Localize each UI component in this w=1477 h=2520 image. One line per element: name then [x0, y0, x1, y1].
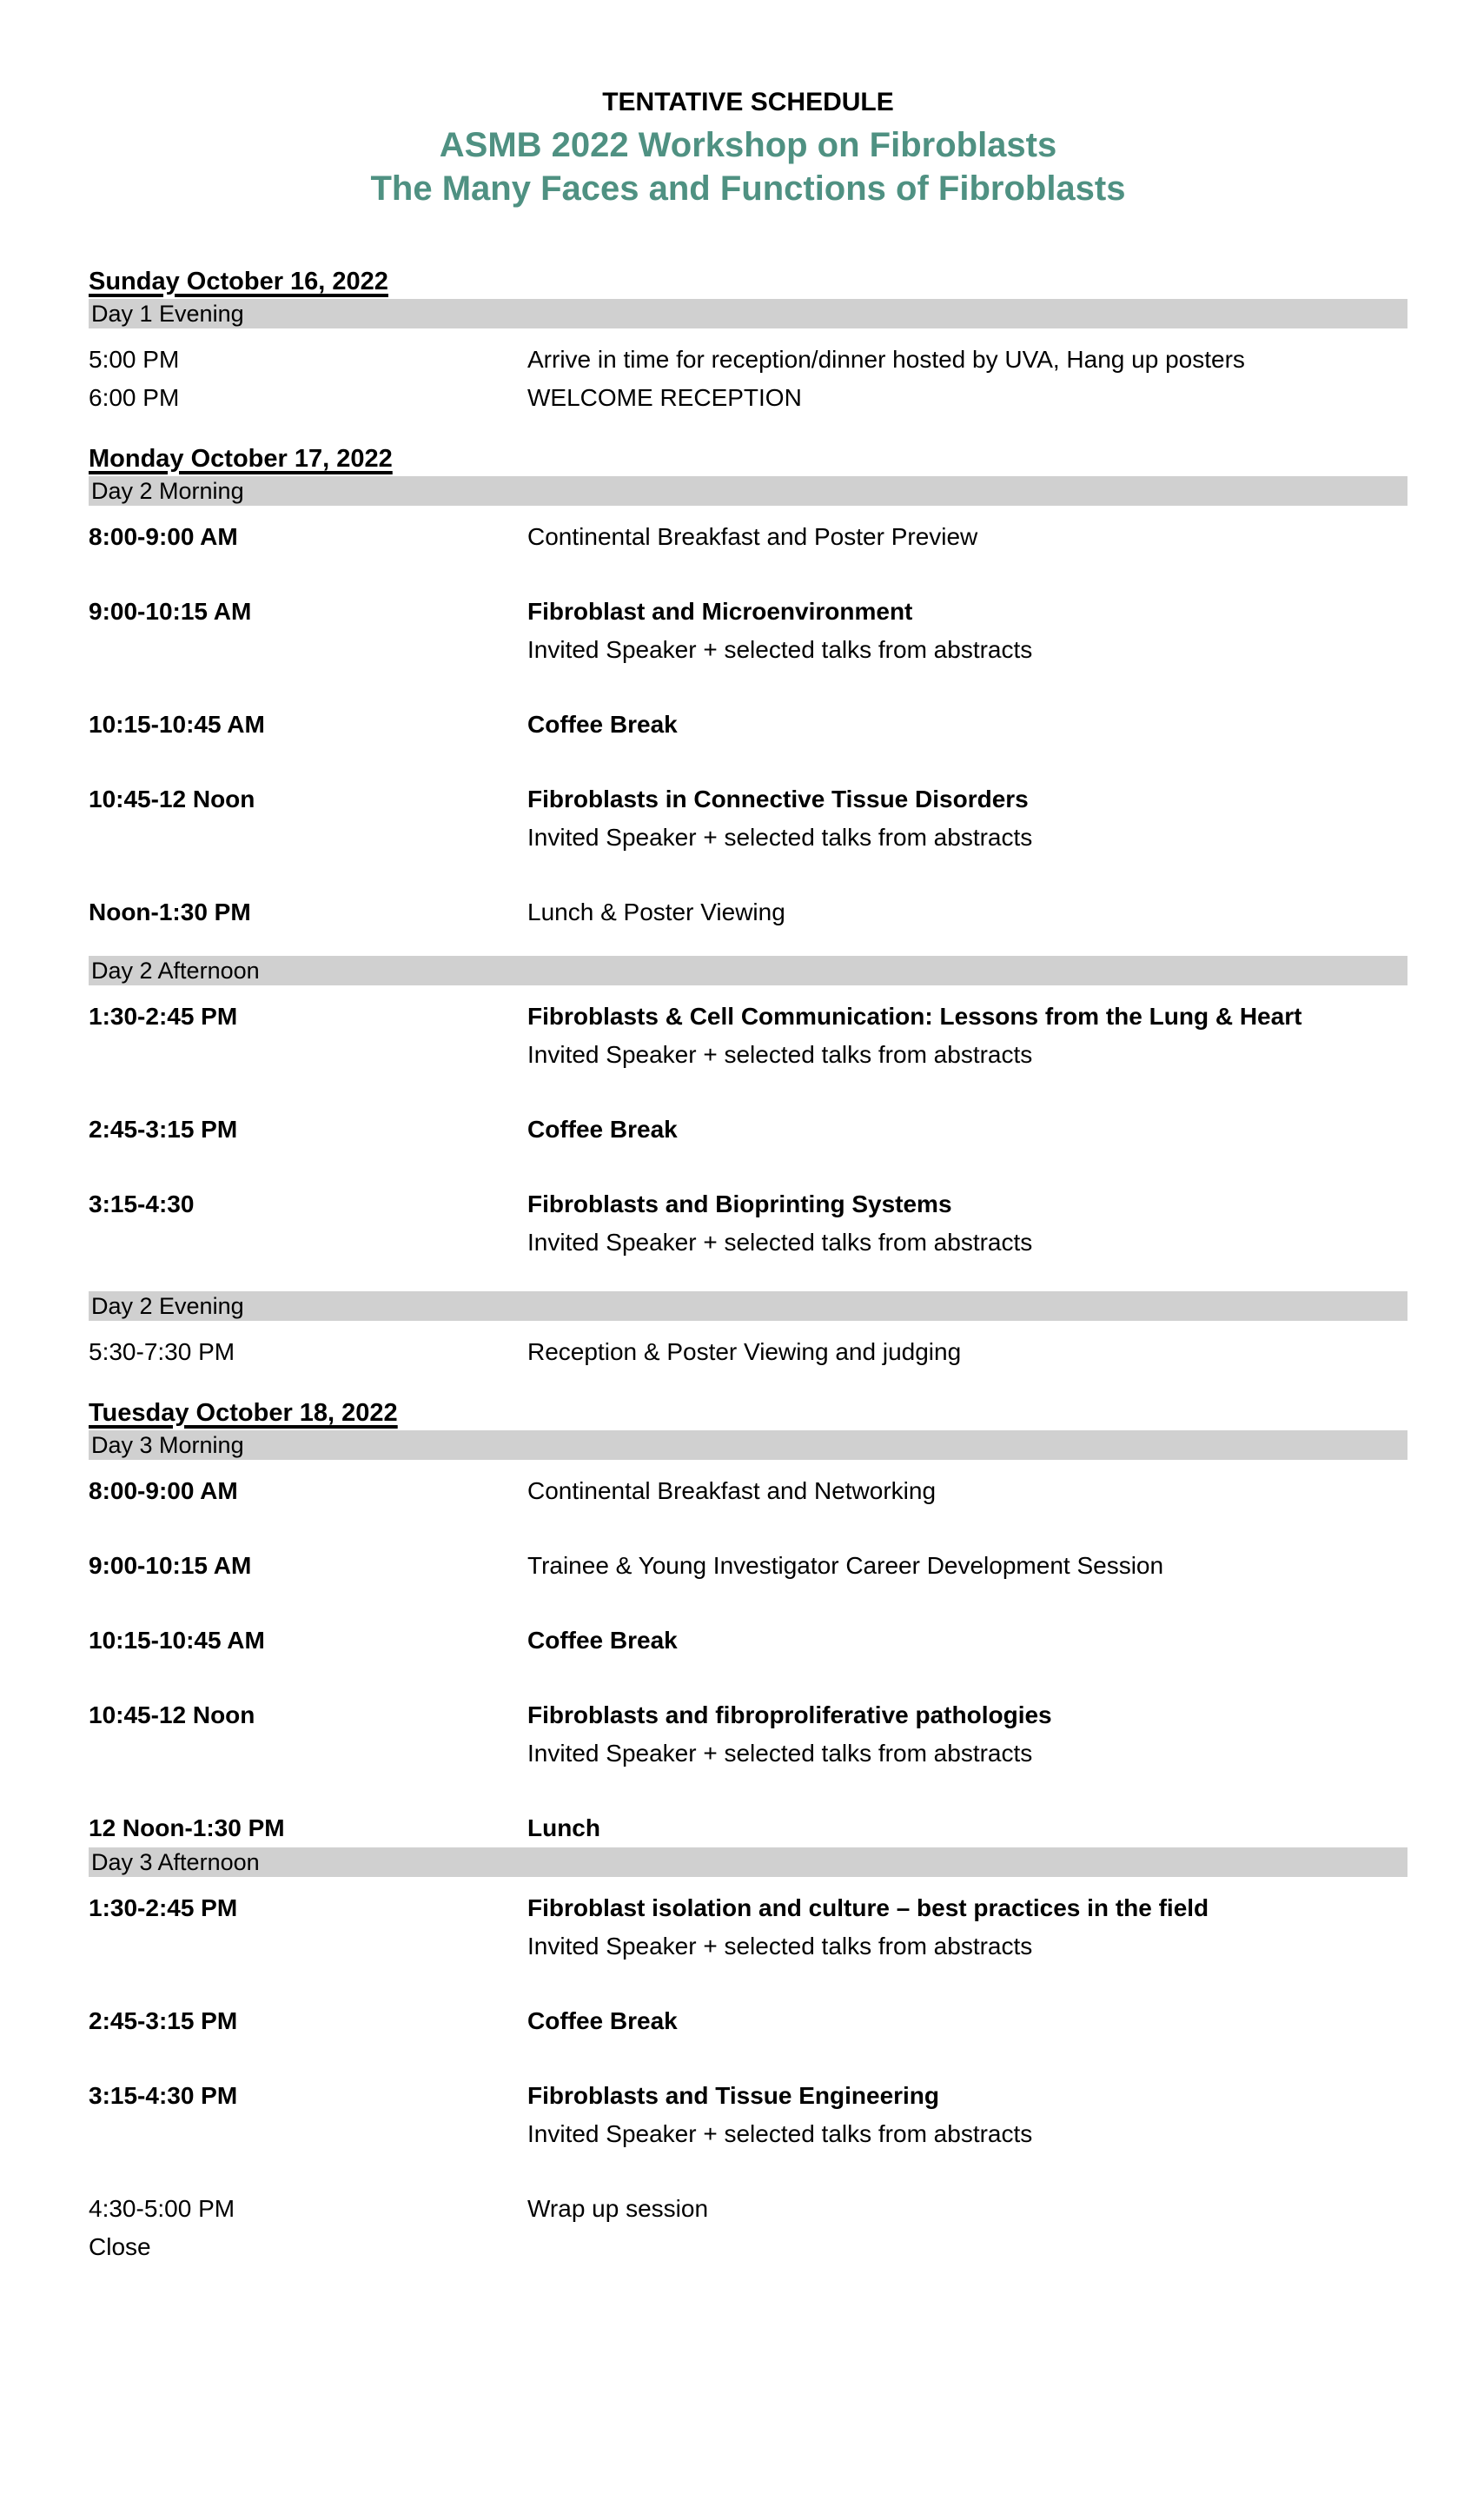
item-time: 8:00-9:00 AM — [89, 523, 238, 550]
item-subdesc: Invited Speaker + selected talks from abstracts — [527, 1041, 1033, 1068]
schedule-item — [89, 1111, 1407, 1149]
item-time: 10:15-10:45 AM — [89, 711, 265, 738]
item-desc: Coffee Break — [527, 1627, 678, 1654]
item-time: 8:00-9:00 AM — [89, 1477, 238, 1504]
schedule-item — [89, 1333, 1407, 1371]
schedule-item — [89, 2077, 1407, 2153]
schedule-item — [89, 1696, 1407, 1773]
item-desc: Lunch & Poster Viewing — [527, 899, 785, 925]
item-time: 1:30-2:45 PM — [89, 1003, 238, 1030]
schedule-item — [89, 706, 1407, 744]
item-desc: Continental Breakfast and Networking — [527, 1477, 937, 1504]
item-desc: Coffee Break — [527, 2007, 678, 2034]
day-heading: Sunday October 16, 2022 — [89, 268, 388, 295]
item-desc: Reception & Poster Viewing and judging — [527, 1338, 962, 1365]
schedule-item — [89, 1547, 1407, 1585]
session-items — [89, 1472, 1407, 1847]
item-desc: Arrive in time for reception/dinner hosted by UVA, Hang up posters — [527, 346, 1245, 373]
item-time: 5:30-7:30 PM — [89, 1338, 235, 1365]
item-subdesc: Invited Speaker + selected talks from abstracts — [527, 1933, 1033, 1960]
item-time: 5:00 PM — [89, 346, 180, 373]
day-heading: Monday October 17, 2022 — [89, 445, 393, 473]
item-time: 2:45-3:15 PM — [89, 2007, 238, 2034]
item-subdesc: Invited Speaker + selected talks from abstracts — [527, 1229, 1033, 1256]
session-band: Day 3 Morning — [89, 1430, 1407, 1460]
item-time: 1:30-2:45 PM — [89, 1894, 238, 1921]
item-desc: Coffee Break — [527, 1116, 678, 1143]
item-desc: Fibroblasts and fibroproliferative pathologies — [527, 1701, 1052, 1728]
item-desc: Fibroblast isolation and culture – best practices in the field — [527, 1894, 1209, 1921]
schedule-item — [89, 2190, 1407, 2228]
item-time: 9:00-10:15 AM — [89, 1552, 252, 1579]
item-time: 10:45-12 Noon — [89, 786, 255, 812]
schedule-item — [89, 1809, 1407, 1847]
item-subdesc: Invited Speaker + selected talks from abstracts — [527, 1740, 1033, 1767]
schedule-item — [89, 518, 1407, 556]
item-desc: Fibroblasts and Tissue Engineering — [527, 2082, 940, 2109]
schedule-item — [89, 593, 1407, 669]
schedule-item — [89, 2002, 1407, 2040]
schedule-item — [89, 379, 1407, 417]
item-time: 9:00-10:15 AM — [89, 598, 252, 625]
item-time: Close — [89, 2233, 151, 2260]
item-subdesc: Invited Speaker + selected talks from abstracts — [527, 636, 1033, 663]
day-sunday — [89, 266, 1407, 417]
session-band: Day 2 Evening — [89, 1291, 1407, 1321]
session-band: Day 1 Evening — [89, 299, 1407, 328]
item-time: 3:15-4:30 PM — [89, 2082, 238, 2109]
item-time: 10:45-12 Noon — [89, 1701, 255, 1728]
day-tuesday — [89, 1397, 1407, 2266]
item-desc — [527, 2228, 1407, 2266]
session-band: Day 2 Morning — [89, 476, 1407, 506]
session-band: Day 2 Afternoon — [89, 956, 1407, 985]
schedule-item — [89, 998, 1407, 1074]
item-desc: Fibroblasts & Cell Communication: Lessons from the Lung & Heart — [527, 1003, 1302, 1030]
day-heading: Tuesday October 18, 2022 — [89, 1399, 398, 1427]
schedule-item — [89, 2228, 1407, 2266]
item-time: 2:45-3:15 PM — [89, 1116, 238, 1143]
item-desc: WELCOME RECEPTION — [527, 384, 802, 411]
item-time: 12 Noon-1:30 PM — [89, 1814, 285, 1841]
item-subdesc: Invited Speaker + selected talks from abstracts — [527, 824, 1033, 851]
session-items — [89, 341, 1407, 417]
schedule-document — [89, 87, 1407, 2266]
workshop-title — [89, 123, 1407, 210]
schedule-item — [89, 341, 1407, 379]
schedule-item — [89, 1621, 1407, 1660]
schedule-item — [89, 1889, 1407, 1966]
session-items — [89, 1333, 1407, 1371]
item-time: 3:15-4:30 — [89, 1190, 195, 1217]
item-desc: Coffee Break — [527, 711, 678, 738]
item-desc: Wrap up session — [527, 2195, 709, 2222]
session-items — [89, 998, 1407, 1262]
session-items — [89, 518, 1407, 932]
workshop-title-line1: ASMB 2022 Workshop on Fibroblasts — [439, 126, 1057, 164]
item-desc: Fibroblasts in Connective Tissue Disorders — [527, 786, 1029, 812]
item-desc: Fibroblasts and Bioprinting Systems — [527, 1190, 952, 1217]
item-time: 4:30-5:00 PM — [89, 2195, 235, 2222]
day-monday — [89, 443, 1407, 1371]
schedule-item — [89, 1185, 1407, 1262]
workshop-title-line2: The Many Faces and Functions of Fibroblasts — [370, 169, 1126, 208]
document-pretitle: TENTATIVE SCHEDULE — [602, 88, 894, 116]
item-desc: Trainee & Young Investigator Career Development Session — [527, 1552, 1164, 1579]
session-band: Day 3 Afternoon — [89, 1847, 1407, 1877]
item-time: 10:15-10:45 AM — [89, 1627, 265, 1654]
item-desc: Fibroblast and Microenvironment — [527, 598, 913, 625]
schedule-item — [89, 893, 1407, 932]
session-items — [89, 1889, 1407, 2266]
item-desc: Continental Breakfast and Poster Preview — [527, 523, 978, 550]
schedule-item — [89, 1472, 1407, 1510]
item-desc: Lunch — [527, 1814, 600, 1841]
item-time: 6:00 PM — [89, 384, 180, 411]
item-time: Noon-1:30 PM — [89, 899, 251, 925]
item-subdesc: Invited Speaker + selected talks from abstracts — [527, 2120, 1033, 2147]
schedule-item — [89, 780, 1407, 857]
